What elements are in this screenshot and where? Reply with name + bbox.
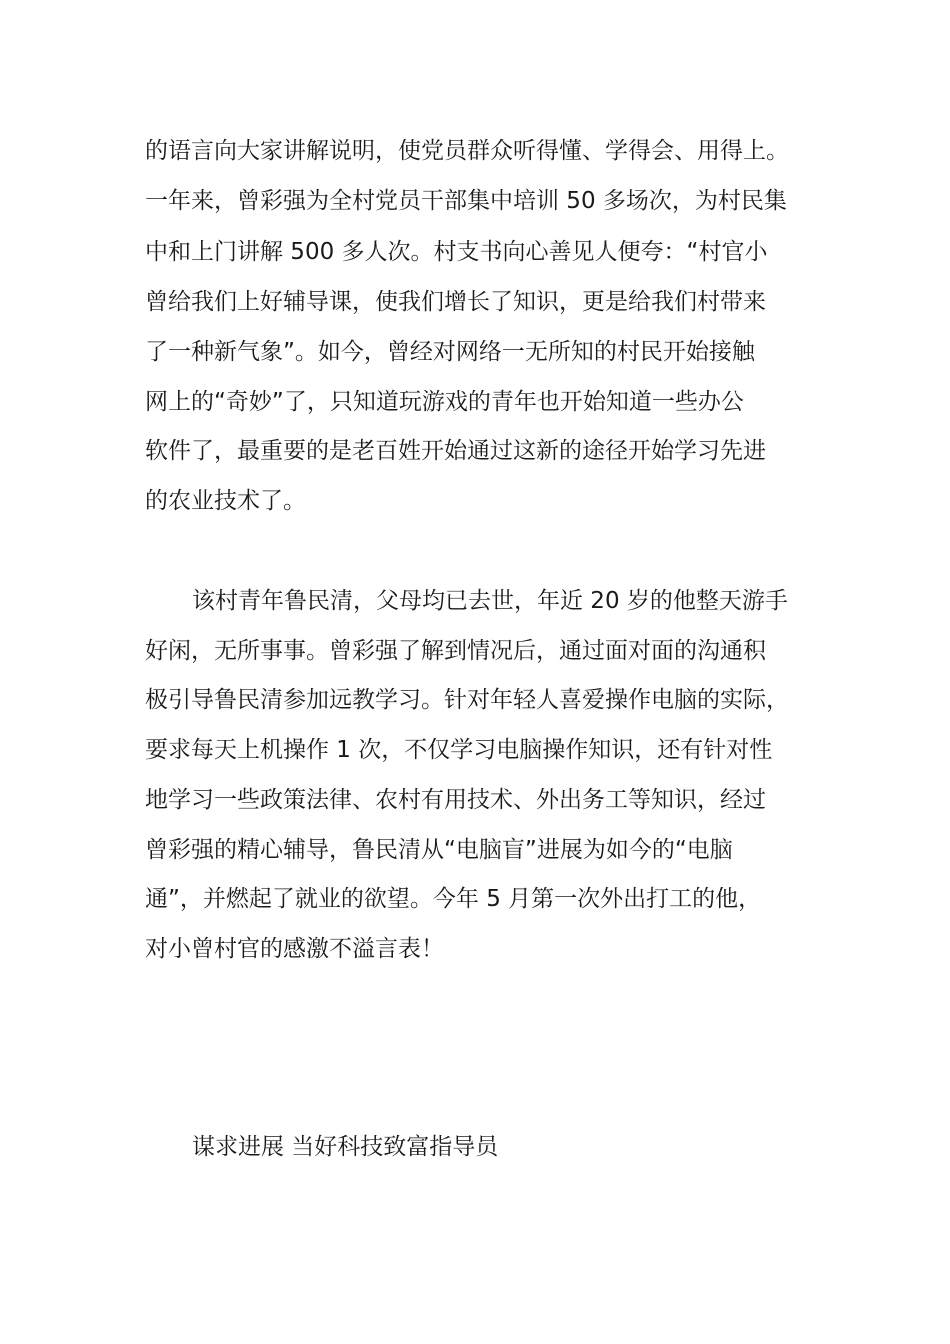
- paragraph-2-line-6: 曾彩强的精心辅导，鲁民清从“电脑盲”进展为如今的“电脑: [145, 837, 733, 863]
- paragraph-2-line-4: 要求每天上机操作 1 次，不仅学习电脑操作知识，还有针对性: [145, 737, 773, 763]
- paragraph-1-line-1: 的语言向大家讲解说明，使党员群众听得懂、学得会、用得上。: [145, 138, 789, 164]
- paragraph-2-line-2: 好闲，无所事事。曾彩强了解到情况后，通过面对面的沟通积: [145, 638, 766, 664]
- paragraph-1-line-4: 曾给我们上好辅导课，使我们增长了知识，更是给我们村带来: [145, 289, 766, 315]
- paragraph-1-line-2: 一年来，曾彩强为全村党员干部集中培训 50 多场次，为村民集: [145, 188, 787, 214]
- paragraph-1-line-5: 了一种新气象”。如今，曾经对网络一无所知的村民开始接触: [145, 339, 755, 365]
- paragraph-1-line-3: 中和上门讲解 500 多人次。村支书向心善见人便夸：“村官小: [145, 239, 768, 265]
- paragraph-2-line-5: 地学习一些政策法律、农村有用技术、外出务工等知识，经过: [145, 787, 766, 813]
- paragraph-2-line-3: 极引导鲁民清参加远教学习。针对年轻人喜爱操作电脑的实际，: [145, 687, 789, 713]
- paragraph-1-line-7: 软件了，最重要的是老百姓开始通过这新的途径开始学习先进: [145, 438, 766, 464]
- paragraph-2-line-8: 对小曾村官的感激不溢言表！: [145, 936, 444, 962]
- paragraph-1-line-6: 网上的“奇妙”了，只知道玩游戏的青年也开始知道一些办公: [145, 389, 744, 415]
- paragraph-2-line-7: 通”，并燃起了就业的欲望。今年 5 月第一次外出打工的他，: [145, 886, 762, 912]
- section-heading: 谋求进展 当好科技致富指导员: [192, 1134, 499, 1160]
- paragraph-2-line-1: 该村青年鲁民清，父母均已去世，年近 20 岁的他整天游手: [192, 588, 788, 614]
- paragraph-1-line-8: 的农业技术了。: [145, 488, 306, 514]
